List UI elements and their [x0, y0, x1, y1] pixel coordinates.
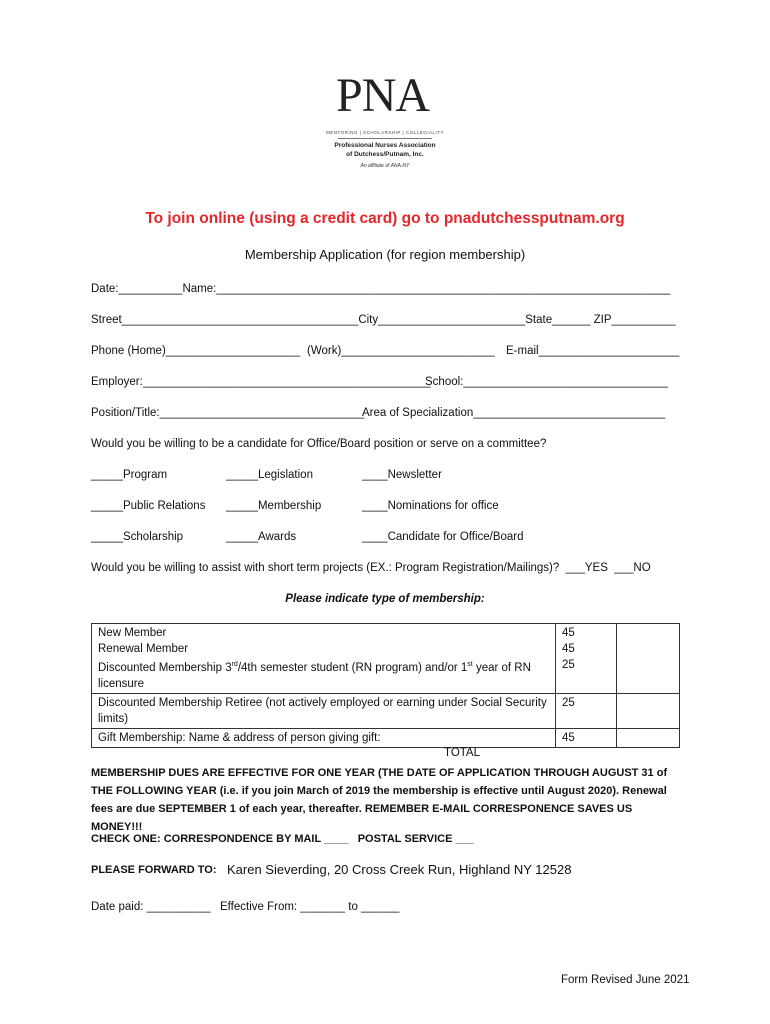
table-row [92, 693, 680, 728]
specialization-field[interactable]: Area of Specialization______________________________ [362, 407, 666, 419]
school-field[interactable]: School:________________________________ [425, 376, 669, 388]
effective-from-field[interactable]: Effective From: _______ to ______ [220, 901, 400, 913]
price-student: 25 [562, 659, 575, 671]
amount-cell[interactable] [617, 624, 680, 694]
pna-logo [300, 70, 470, 180]
logo-divider [338, 138, 432, 139]
option-awards[interactable]: _____Awards [226, 531, 297, 543]
option-newsletter[interactable]: ____Newsletter [362, 469, 442, 481]
option-scholarship[interactable]: _____Scholarship [91, 531, 184, 543]
logo-tagline: MENTORING | SCHOLARSHIP | COLLEGIALITY [326, 130, 444, 135]
forward-address: Karen Sieverding, 20 Cross Creek Run, Highland NY 12528 [227, 862, 572, 877]
table-row [92, 624, 680, 694]
option-nominations[interactable]: ____Nominations for office [362, 500, 499, 512]
amount-cell[interactable] [617, 693, 680, 728]
type-gift: Gift Membership: Name & address of person giving gift: [92, 728, 556, 747]
price-new: 45 [562, 627, 575, 639]
membership-types-cell [92, 624, 556, 694]
home-phone-field[interactable]: Phone (Home)_____________________ [91, 345, 301, 357]
correspondence-choice[interactable]: CHECK ONE: CORRESPONDENCE BY MAIL ____ POSTAL SERVICE ___ [91, 833, 474, 845]
option-legislation[interactable]: _____Legislation [226, 469, 313, 481]
logo-org-region: of Dutchess/Putnam, Inc. [346, 151, 424, 158]
committee-question: Would you be willing to be a candidate for Office/Board position or serve on a committee? [91, 438, 547, 450]
date-paid-field[interactable]: Date paid: __________ [91, 901, 211, 913]
price-retiree: 25 [556, 693, 617, 728]
dues-notice: MEMBERSHIP DUES ARE EFFECTIVE FOR ONE YEAR (THE DATE OF APPLICATION THROUGH AUGUST 31 of THE FOLLOWING YEAR (i.e. if you join March of 2019 the membership is effective until August 2020). Renewal fees are due SEPTEMBER 1 of each year, thereafter. REMEMBER E-MAIL CORRESPONENCE SAVES US MONEY!!! [91, 767, 668, 833]
option-membership[interactable]: _____Membership [226, 500, 322, 512]
total-label: TOTAL [444, 747, 480, 759]
amount-cell[interactable] [617, 728, 680, 747]
price-renewal: 45 [562, 643, 575, 655]
email-field[interactable]: E-mail______________________ [506, 345, 680, 357]
option-program[interactable]: _____Program [91, 469, 168, 481]
date-name-field[interactable]: Date:__________Name:_______________________________________________________________________ [91, 283, 671, 295]
position-field[interactable]: Position/Title:________________________________ [91, 407, 365, 419]
logo-wordmark: PNA [336, 69, 430, 122]
form-revised-note: Form Revised June 2021 [561, 974, 690, 986]
option-public-relations[interactable]: _____Public Relations [91, 500, 206, 512]
forward-label: PLEASE FORWARD TO: [91, 864, 217, 876]
type-retiree: Discounted Membership Retiree (not actively employed or earning under Social Security limits) [92, 693, 556, 728]
price-cell [556, 624, 617, 694]
online-join-notice: To join online (using a credit card) go to pnadutchessputnam.org [145, 210, 625, 227]
work-phone-field[interactable]: (Work)________________________ [307, 345, 495, 357]
projects-question[interactable]: Would you be willing to assist with short term projects (EX.: Program Registration/Mailings)? ___YES ___NO [91, 562, 651, 574]
membership-table [91, 623, 680, 748]
employer-field[interactable]: Employer:_____________________________________________ [91, 376, 431, 388]
type-renewal-member: Renewal Member [98, 643, 189, 655]
price-gift: 45 [556, 728, 617, 747]
membership-heading: Please indicate type of membership: [285, 593, 485, 605]
option-candidate[interactable]: ____Candidate for Office/Board [362, 531, 524, 543]
form-title: Membership Application (for region membership) [244, 247, 526, 262]
address-field[interactable]: Street_____________________________________City_______________________State______ ZIP__________ [91, 314, 676, 326]
logo-org-name: Professional Nurses Association [334, 142, 436, 149]
table-row [92, 728, 680, 747]
type-discounted-student: Discounted Membership 3rd/4th semester student (RN program) and/or 1st year of RN licensure [98, 661, 531, 690]
type-new-member: New Member [98, 627, 167, 639]
logo-affiliate: An affiliate of ANA-NY [360, 163, 410, 169]
